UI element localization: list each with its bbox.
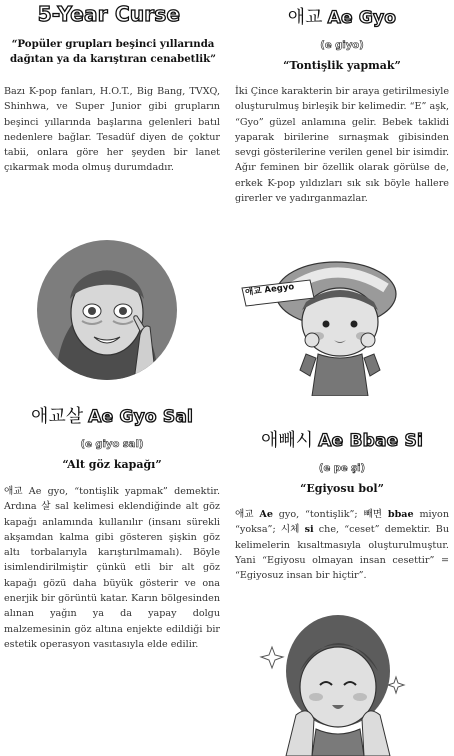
aegyo-roman: Ae Gyo (327, 8, 397, 28)
text-run: bbae (387, 509, 414, 520)
aegyosal-roman: Ae Gyo Sal (88, 407, 194, 427)
boy-aegyo-illustration (240, 258, 408, 396)
aebbaesi-pronunciation: (e pe şi) (318, 463, 366, 474)
aegyo-paragraph: İki Çince karakterin bir araya getirilmesiyle oluşturulmuş birleşik bir kelimedir. “E” aşk, “Gyo” güzel anlamına gelir. Bebek taklidi yaparak birilerine sırnaşmak gibisinden sevgi gösterilerine verilen genel bir isimdir. Ağır feminen bir özellik olarak görülse de, erkek K-pop yıldızları sık sık böyle hallere girerler ve yadırganmazlar. (235, 86, 449, 205)
girl-cheeks-illustration (256, 605, 416, 756)
korean-term: 빼면 (363, 509, 383, 520)
aegyosal-korean: 애교살 (30, 406, 84, 427)
aegyo-subtitle: “Tontişlik yapmak” (283, 59, 401, 72)
aegyo-korean: 애교 (287, 7, 323, 28)
aebbaesi-korean: 애빼시 (261, 430, 314, 451)
aebbaesi-roman: Ae Bbae Si (318, 431, 423, 451)
aebbaesi-paragraph (235, 507, 449, 583)
aegyosal-subtitle: “Alt göz kapağı” (62, 458, 162, 471)
korean-term: 시체 (280, 524, 300, 536)
text-run: miyon “yoksa”; (235, 509, 449, 536)
aegyo-pronunciation: (e giyo) (320, 40, 364, 51)
aebbaesi-title (234, 426, 450, 452)
curse-subtitle: “Popüler grupları beşinci yıllarında dağıtan ya da karıştıran cenabetlik” (9, 38, 217, 65)
curse-title: 5-Year Curse (37, 2, 181, 26)
curse-paragraph: Bazı K-pop fanları, H.O.T., Big Bang, TVXQ, Shinhwa, ve Super Junior gibi grupların beşinci yıllarında başlarına gelenleri batıl nedenlere bağlar. Tesadüf diyen de çoktur tabii, onlara göre her şeyden bir lanet çıkarmak moda olmuş durumdadır. (4, 86, 220, 174)
aegyosal-title (4, 402, 220, 428)
text-run: che, “ceset” demektir. Bu kelimelerin kısaltmasıyla oluşturulmuştur. Yani “Egiyosu olmayan insan cesettir” = “Egiyosuz insan bir hiçtir”. (235, 524, 449, 582)
korean-term: 애교 (235, 509, 254, 520)
aebbaesi-subtitle: “Egiyosu bol” (300, 482, 384, 495)
aegyo-badge-text: 애교 Aegyo (244, 282, 295, 298)
text-run: sal kelimesi eklendiğinde alt göz kapağı anlamında kullanılır (insanı sürekli akşamdan kalma gibi gösteren şişkin göz altı torbalarıyla karıştırılmamalı). Böyle isimlendirilmiştir çünkü etli bir alt göz kapağı gözü daha büyük gösterir ve ona enerjik bir görüntü katar. Karın bölgesinden alınan yağın ya da yapay dolgu malzemesinin göz altına enjekte edildiği bir estetik operasyon vasıtasıyla elde edilir. (4, 501, 220, 650)
girl-eye-illustration (36, 239, 178, 381)
aegyo-title (234, 3, 450, 29)
text-run: Ae (259, 509, 273, 520)
text-run: gyo, “tontişlik”; (272, 509, 364, 520)
aegyosal-pronunciation: (e giyo sal) (80, 439, 144, 450)
text-run: Ae gyo, “tontişlik yapmak” demektir. Ardına (4, 486, 220, 513)
korean-term: 살 (41, 501, 51, 513)
text-run: si (304, 524, 314, 536)
aegyosal-paragraph (4, 484, 220, 652)
korean-term: 애교 (4, 486, 23, 497)
